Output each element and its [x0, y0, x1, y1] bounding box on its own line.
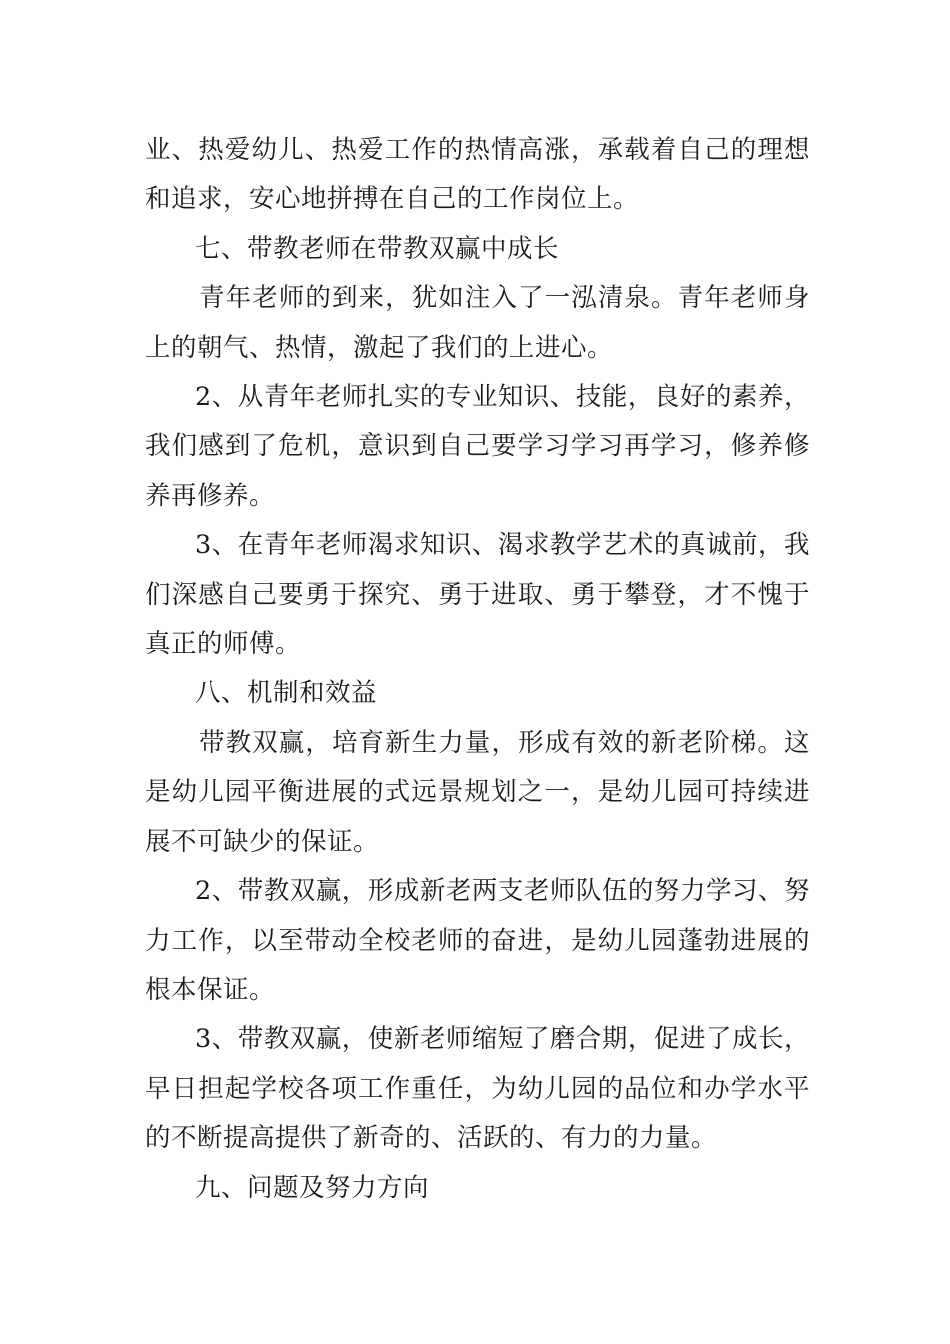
- paragraph-4: 3、在青年老师渴求知识、渴求教学艺术的真诚前，我们深感自己要勇于探究、勇于进取、勇于攀登，才不愧于真正的师傅。: [145, 530, 810, 660]
- paragraph-7: 3、带教双赢，使新老师缩短了磨合期，促进了成长，早日担起学校各项工作重任，为幼儿园的品位和办学水平的不断提高提供了新奇的、活跃的、有力的力量。: [145, 1024, 810, 1154]
- section-heading-7: 七、带教老师在带教双赢中成长: [195, 233, 560, 264]
- paragraph-2: 青年老师的到来，犹如注入了一泓清泉。青年老师身上的朝气、热情，激起了我们的上进心。: [145, 283, 810, 363]
- paragraph-5: 带教双赢，培育新生力量，形成有效的新老阶梯。这是幼儿园平衡进展的式远景规划之一，是幼儿园可持续进展不可缺少的保证。: [145, 727, 810, 857]
- paragraph-3: 2、从青年老师扎实的专业知识、技能，良好的素养，我们感到了危机，意识到自己要学习学习再学习，修养修养再修养。: [145, 382, 810, 511]
- paragraph-6: 2、带教双赢，形成新老两支老师队伍的努力学习、努力工作，以至带动全校老师的奋进，是幼儿园蓬勃进展的根本保证。: [145, 876, 810, 1005]
- paragraph-1: 业、热爱幼儿、热爱工作的热情高涨，承载着自己的理想和追求，安心地拼搏在自己的工作岗位上。: [145, 135, 810, 215]
- section-heading-8: 八、机制和效益: [195, 678, 378, 709]
- document-body: [145, 126, 810, 1213]
- section-heading-9: 九、问题及努力方向: [195, 1172, 430, 1203]
